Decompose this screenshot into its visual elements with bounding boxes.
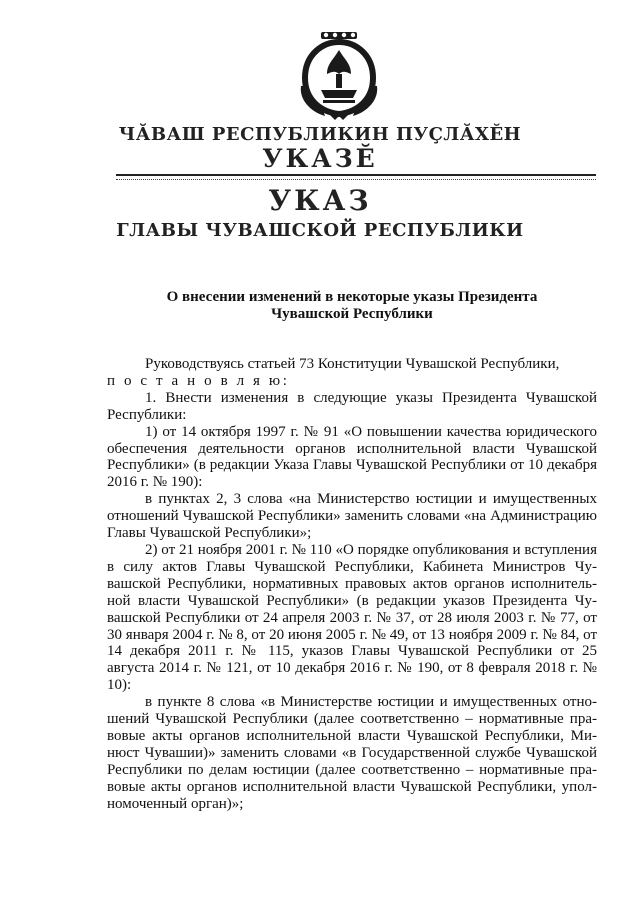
body-paragraph: 1) от 14 октября 1997 г. № 91 «О повышении качества юридического обеспечения деятельности органов исполнительной власти Чувашской Республики» (в редакции Указа Главы Чувашской Республики от 10 декабря 2016 г. № 190): — [107, 423, 597, 491]
body-paragraph: 2) от 21 ноября 2001 г. № 110 «О порядке опубликования и вступления в силу актов Главы Чувашской Республики, Кабинета Министров Чувашской Республики, нормативных правовых актов органов исполнительной власти Чувашской Республики» (в редакции указов Президента Чувашской Республики от 24 апреля 2003 г. № 37, от 28 июля 2003 г. № 77, от 30 января 2004 г. № 8, от 20 июня 2005 г. № 49, от 13 ноября 2009 г. № 84, от 14 декабря 2011 г. № 115, указов Главы Чувашской Республики от 25 августа 2014 г. № 121, от 10 декабря 2016 г. № 190, от 8 февраля 2018 г. № 10): — [107, 541, 597, 694]
preamble-paragraph: Руководствуясь статьей 73 Конституции Чувашской Республики, — [145, 356, 560, 372]
resolve-word: п о с т а н о в л я ю: — [107, 372, 290, 389]
document-body — [107, 356, 597, 812]
document-title-line: Чувашской Республики — [271, 306, 433, 322]
russian-decree-issuer: ГЛАВЫ ЧУВАШСКОЙ РЕСПУБЛИКИ — [116, 220, 524, 241]
body-paragraph: в пункте 8 слова «в Министерстве юстиции и имущественных отношений Чувашской Республики (далее соответственно – нормативные правовые акты органов исполнительной власти Чувашской Республики, Минюст Чувашии)» заменить словами «в Государственной службе Чувашской Республики по делам юстиции (далее соответственно – нормативные правовые акты органов исполнительной власти Чувашской Республики, уполномоченный орган)»; — [107, 694, 597, 812]
body-paragraph: 1. Внести изменения в следующие указы Президента Чувашской Республики: — [107, 389, 597, 423]
body-paragraph: в пунктах 2, 3 слова «на Министерство юстиции и имущественных отношений Чувашской Республики» заменить словами «на Администрацию Главы Чувашской Республики»; — [107, 491, 597, 542]
chuvash-decree-header: ЧӐВАШ РЕСПУБЛИКИН ПУҪЛӐХӖН — [118, 124, 522, 145]
chuvash-republic-emblem-icon — [289, 30, 389, 122]
russian-decree-title: УКАЗ — [268, 184, 372, 217]
document-title — [140, 289, 564, 323]
chuvash-decree-title: УКАЗӖ — [262, 144, 378, 173]
header-divider — [116, 174, 596, 176]
document-title-line: О внесении изменений в некоторые указы Президента — [166, 289, 538, 305]
header-divider-dotted — [116, 179, 596, 180]
